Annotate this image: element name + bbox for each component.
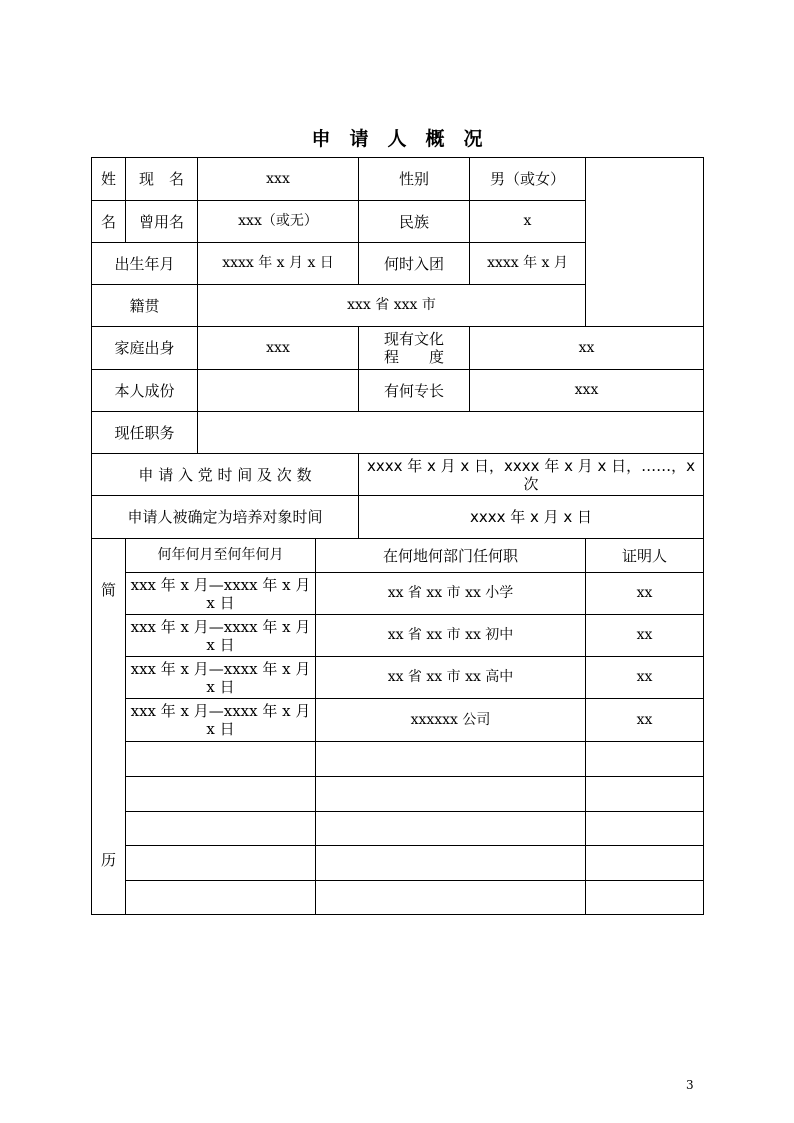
- page-title: 申 请 人 概 况: [311, 128, 483, 150]
- photo-area: [586, 158, 704, 327]
- specialty-label: 有何专长: [359, 370, 470, 412]
- resume-place-cell[interactable]: [316, 845, 586, 880]
- resume-witness-cell[interactable]: [586, 776, 704, 811]
- current-name-field[interactable]: xxx: [198, 158, 359, 201]
- resume-place-cell[interactable]: [316, 776, 586, 811]
- league-join-label: 何时入团: [359, 243, 470, 285]
- resume-period-cell[interactable]: [126, 880, 316, 914]
- gender-field[interactable]: 男（或女）: [470, 158, 586, 201]
- name-label-char: 姓: [92, 158, 126, 201]
- resume-place-cell[interactable]: xx 省 xx 市 xx 小学: [316, 573, 586, 615]
- education-label: [359, 327, 470, 370]
- resume-place-header: 在何地何部门任何职: [316, 539, 586, 573]
- education-field[interactable]: xx: [470, 327, 704, 370]
- current-post-field[interactable]: [198, 412, 704, 454]
- resume-period-cell[interactable]: [126, 845, 316, 880]
- resume-period-header: 何年何月至何年何月: [126, 539, 316, 573]
- resume-period-cell[interactable]: xxx 年 x 月—xxxx 年 x 月 x 日: [126, 699, 316, 741]
- application-times-label: 申 请 入 党 时 间 及 次 数: [92, 454, 359, 496]
- resume-place-cell[interactable]: xx 省 xx 市 xx 初中: [316, 615, 586, 657]
- birth-field[interactable]: xxxx 年 x 月 x 日: [198, 243, 359, 285]
- resume-period-cell[interactable]: xxx 年 x 月—xxxx 年 x 月 x 日: [126, 573, 316, 615]
- resume-place-cell[interactable]: xx 省 xx 市 xx 高中: [316, 657, 586, 699]
- ethnicity-label: 民族: [359, 201, 470, 243]
- applicant-info-table: [91, 157, 704, 915]
- resume-period-cell[interactable]: [126, 776, 316, 811]
- family-origin-label: 家庭出身: [92, 327, 198, 370]
- specialty-field[interactable]: xxx: [470, 370, 704, 412]
- family-origin-field[interactable]: xxx: [198, 327, 359, 370]
- resume-place-cell[interactable]: [316, 741, 586, 776]
- resume-witness-cell[interactable]: [586, 811, 704, 845]
- resume-witness-cell[interactable]: xx: [586, 573, 704, 615]
- resume-witness-cell[interactable]: [586, 845, 704, 880]
- current-name-label: 现 名: [126, 158, 198, 201]
- education-label-line1: 现有文化: [383, 330, 444, 348]
- cultivation-time-field[interactable]: xxxx 年 x 月 x 日: [359, 496, 704, 539]
- resume-witness-header: 证明人: [586, 539, 704, 573]
- resume-witness-cell[interactable]: xx: [586, 615, 704, 657]
- gender-label: 性别: [359, 158, 470, 201]
- resume-period-cell[interactable]: [126, 741, 316, 776]
- resume-label-char: 简: [100, 581, 116, 599]
- ethnicity-field[interactable]: x: [470, 201, 586, 243]
- league-join-field[interactable]: xxxx 年 x 月: [470, 243, 586, 285]
- resume-witness-cell[interactable]: [586, 741, 704, 776]
- resume-period-cell[interactable]: xxx 年 x 月—xxxx 年 x 月 x 日: [126, 615, 316, 657]
- former-name-label: 曾用名: [126, 201, 198, 243]
- page-number: 3: [686, 1078, 694, 1092]
- name-label-char: 名: [92, 201, 126, 243]
- personal-status-field[interactable]: [198, 370, 359, 412]
- current-post-label: 现任职务: [92, 412, 198, 454]
- cultivation-time-label: 申请人被确定为培养对象时间: [92, 496, 359, 539]
- native-place-label: 籍贯: [92, 285, 198, 327]
- personal-status-label: 本人成份: [92, 370, 198, 412]
- birth-label: 出生年月: [92, 243, 198, 285]
- resume-place-cell[interactable]: xxxxxx 公司: [316, 699, 586, 741]
- resume-period-cell[interactable]: xxx 年 x 月—xxxx 年 x 月 x 日: [126, 657, 316, 699]
- resume-place-cell[interactable]: [316, 880, 586, 914]
- resume-side-label: [92, 539, 126, 915]
- application-times-field[interactable]: xxxx 年 x 月 x 日，xxxx 年 x 月 x 日，……，x 次: [359, 454, 704, 496]
- resume-place-cell[interactable]: [316, 811, 586, 845]
- former-name-field[interactable]: xxx（或无）: [198, 201, 359, 243]
- native-place-field[interactable]: xxx 省 xxx 市: [198, 285, 586, 327]
- resume-label-char: 历: [100, 851, 116, 869]
- resume-witness-cell[interactable]: xx: [586, 699, 704, 741]
- resume-period-cell[interactable]: [126, 811, 316, 845]
- resume-witness-cell[interactable]: [586, 880, 704, 914]
- education-label-line2: 程 度: [383, 348, 444, 366]
- resume-witness-cell[interactable]: xx: [586, 657, 704, 699]
